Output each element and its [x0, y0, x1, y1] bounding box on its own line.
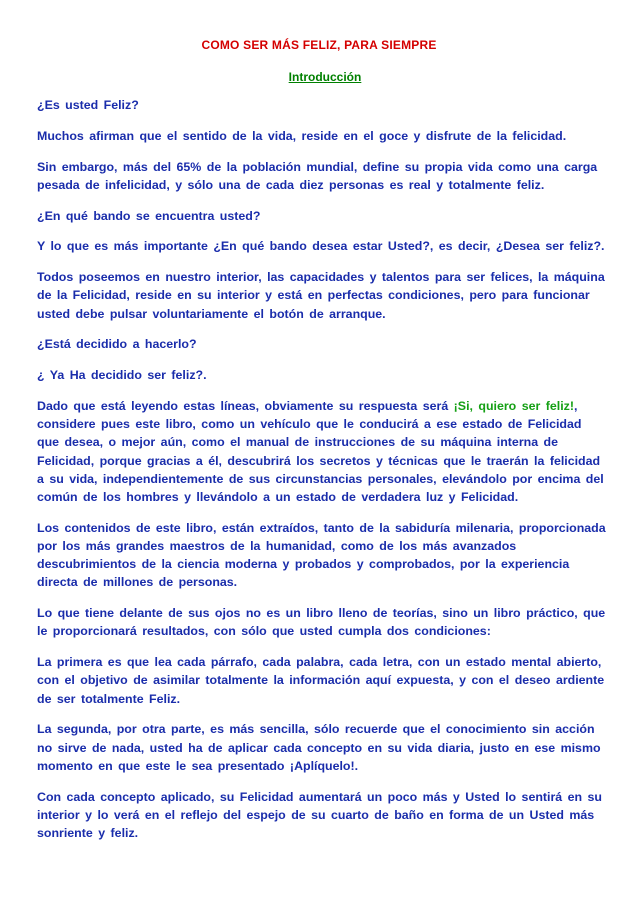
paragraph-sentido-vida: Muchos afirman que el sentido de la vida, reside en el goce y disfrute de la felicidad. — [37, 128, 567, 143]
document-title: COMO SER MÁS FELIZ, PARA SIEMPRE — [201, 38, 437, 52]
paragraph-capacidades: Todos poseemos en nuestro interior, las capacidades y talentos para ser felices, la máquina de la Felicidad, reside en su interior y está en perfectas condiciones, pero para funcionar usted debe pulsar voluntariamente el botón de arranque. — [37, 270, 605, 321]
document-body — [37, 96, 607, 855]
paragraph-estadistica: Sin embargo, más del 65% de la población mundial, define su propia vida como una carga pesada de infelicidad, y sólo una de cada diez personas es real y totalmente feliz. — [37, 159, 598, 192]
paragraph-question-feliz: ¿Es usted Feliz? — [37, 98, 139, 112]
paragraph-desea-ser-feliz: Y lo que es más importante ¿En qué bando desea estar Usted?, es decir, ¿Desea ser feliz?. — [37, 239, 605, 254]
paragraph-question-ya-decidido: ¿ Ya Ha decidido ser feliz?. — [37, 368, 207, 383]
section-heading-introduccion: Introducción — [288, 70, 362, 84]
paragraph-dado-que-end: , considere pues este libro, como un vehículo que le conducirá a ese estado de Felicidad que desea, o mejor aún, como el manual de instrucciones de su máquina interna de Felicidad, porque gracias a él, descubrirá los secretos y técnicas que le traerán la felicidad a su vida, independientemente de sus circunstancias personales, elevándolo por encima del común de los hombres y llevándolo a un estado de verdadera luz y Felicidad. — [37, 398, 604, 504]
paragraph-primera-condicion: La primera es que lea cada párrafo, cada palabra, cada letra, con un estado mental abierto, con el objetivo de asimilar totalmente la información aquí expuesta, y con el deseo ardiente de ser totalmente Feliz. — [37, 655, 605, 706]
paragraph-question-bando: ¿En qué bando se encuentra usted? — [37, 208, 261, 223]
paragraph-question-decidido: ¿Está decidido a hacerlo? — [37, 337, 197, 352]
paragraph-dado-que — [37, 397, 607, 506]
paragraph-cada-concepto: Con cada concepto aplicado, su Felicidad aumentará un poco más y Usted lo sentirá en su interior y lo verá en el reflejo del espejo de su cuarto de baño en forma de un Usted más sonriente y feliz. — [37, 789, 602, 841]
highlight-si-quiero: ¡Si, quiero ser feliz! — [453, 398, 574, 413]
paragraph-segunda-condicion: La segunda, por otra parte, es más sencilla, sólo recuerde que el conocimiento sin acción no sirve de nada, usted ha de aplicar cada concepto en su vida diaria, justo en ese mismo momento en que este le sea presentado ¡Aplíquelo!. — [37, 722, 601, 773]
paragraph-contenidos: Los contenidos de este libro, están extraídos, tanto de la sabiduría milenaria, proporcionada por los más grandes maestros de la humanidad, como de los más avanzados descubrimientos de la ciencia moderna y probados y comprobados, por la experiencia directa de millones de personas. — [37, 520, 606, 590]
paragraph-dado-que-start: Dado que está leyendo estas líneas, obviamente su respuesta será — [37, 398, 454, 413]
paragraph-libro-practico: Lo que tiene delante de sus ojos no es un libro lleno de teorías, sino un libro práctico, que le proporcionará resultados, con sólo que usted cumpla dos condiciones: — [37, 606, 606, 639]
